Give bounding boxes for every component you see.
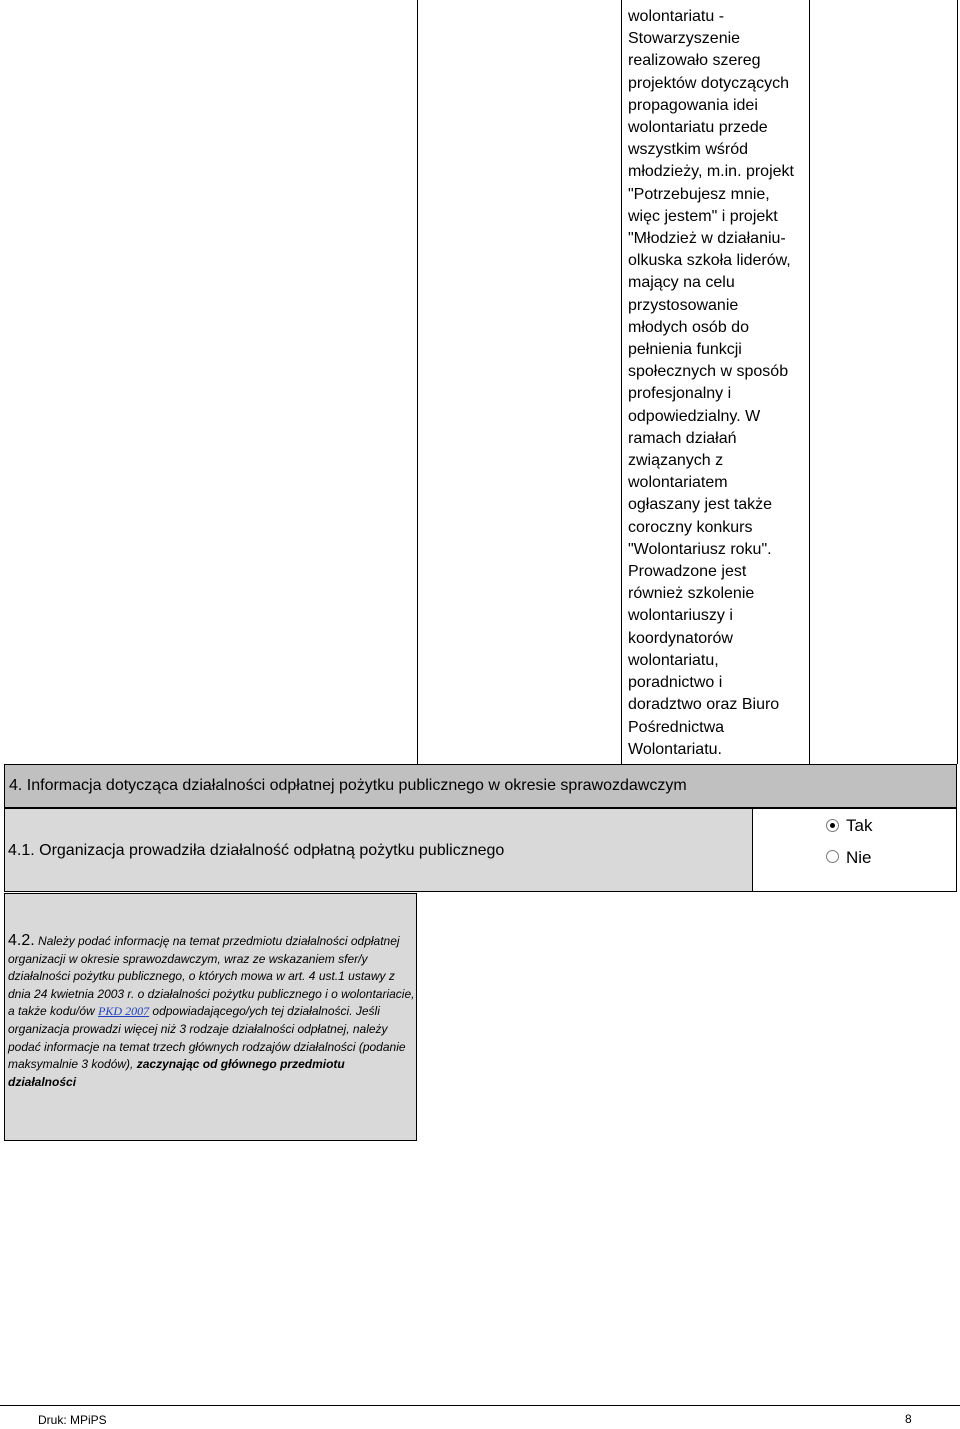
section-4-title: 4. Informacja dotycząca działalności odpłatnej pożytku publicznego w okresie sprawozdawczym [9, 777, 687, 794]
continuation-text [628, 6, 810, 761]
cont-line: ramach działań [628, 429, 737, 447]
cont-line: propagowania idei [628, 96, 758, 114]
cont-line: wszystkim wśród [628, 141, 749, 159]
cont-line: Wolontariatu. [628, 740, 722, 758]
cont-line: Prowadzone jest [628, 563, 747, 581]
footer-print-source: Druk: MPiPS [38, 1413, 107, 1427]
radio-tak-label[interactable]: Tak [846, 816, 873, 835]
cont-line: mający na celu [628, 274, 735, 292]
cont-line: młodych osób do [628, 318, 749, 336]
q41-label-cell [4, 808, 753, 892]
pkd-link[interactable]: PKD 2007 [98, 1004, 150, 1019]
cont-line: projektów dotyczących [628, 74, 789, 92]
cont-line: wolontariatu, [628, 651, 719, 669]
cont-line: pełnienia funkcji [628, 341, 742, 359]
cont-line: więc jestem" i projekt [628, 207, 778, 225]
cont-line: młodzieży, m.in. projekt [628, 163, 794, 181]
section-4-header [4, 764, 957, 808]
q42-description-cell [4, 893, 417, 1141]
table-border-left [417, 0, 418, 764]
cont-line: poradnictwo i [628, 674, 723, 692]
cont-line: również szkolenie [628, 585, 755, 603]
q42-text-b: odpowiadającego/ych tej działalności. Jeśli organizacja prowadzi więcej niż 3 rodzaje działalności odpłatnej, należy podać informacje na temat trzech głównych rodzajów działalności (podanie maksymalnie 3 kodów), [8, 1004, 406, 1072]
table-border-outer [957, 0, 958, 764]
cont-line: wolontariatu przede [628, 119, 768, 137]
radio-nie-label[interactable]: Nie [846, 848, 872, 867]
cont-line: ogłaszany jest także [628, 496, 773, 514]
cont-line: olkuska szkoła liderów, [628, 252, 791, 270]
radio-nie[interactable] [826, 850, 839, 863]
q41-label: 4.1. Organizacja prowadziła działalność odpłatną pożytku publicznego [8, 842, 505, 859]
page-number: 8 [905, 1412, 912, 1426]
cont-line: wolontariuszy i [628, 607, 733, 625]
cont-line: związanych z [628, 452, 724, 470]
q42-text-bold: zaczynając od głównego przedmiotu działalności [8, 1057, 345, 1089]
cont-line: doradztwo oraz Biuro [628, 696, 780, 714]
cont-line: społecznych w sposób [628, 363, 789, 381]
cont-line: przystosowanie [628, 296, 739, 314]
radio-tak[interactable] [826, 819, 839, 832]
cont-line: coroczny konkurs [628, 518, 753, 536]
cont-line: "Potrzebujesz mnie, [628, 185, 770, 203]
cont-line: profesjonalny i [628, 385, 732, 403]
cont-line: Pośrednictwa [628, 718, 725, 736]
cont-line: odpowiedzialny. W [628, 407, 761, 425]
q42-number: 4.2. [8, 932, 35, 949]
cont-line: "Wolontariusz roku". [628, 540, 772, 558]
cont-line: koordynatorów [628, 629, 733, 647]
q41-options-cell [753, 808, 957, 892]
cont-line: realizowało szereg [628, 52, 761, 70]
cont-line: wolontariatu - [628, 8, 725, 25]
cont-line: "Młodzież w działaniu- [628, 230, 786, 248]
table-border-mid [621, 0, 622, 764]
footer-rule [0, 1405, 960, 1406]
q42-text-a: Należy podać informację na temat przedmiotu działalności odpłatnej organizacji w okresie sprawozdawczym, wraz ze wskazaniem sfer/y działalności pożytku publicznego, o których mowa w art. 4 ust.1 ustawy z dnia 24 kwietnia 2003 r. o działalności pożytku publicznego i o wolontariacie, a także kodu/ów [8, 934, 415, 1019]
q42-text [8, 932, 416, 1091]
cont-line: Stowarzyszenie [628, 30, 741, 48]
cont-line: wolontariatem [628, 474, 728, 492]
